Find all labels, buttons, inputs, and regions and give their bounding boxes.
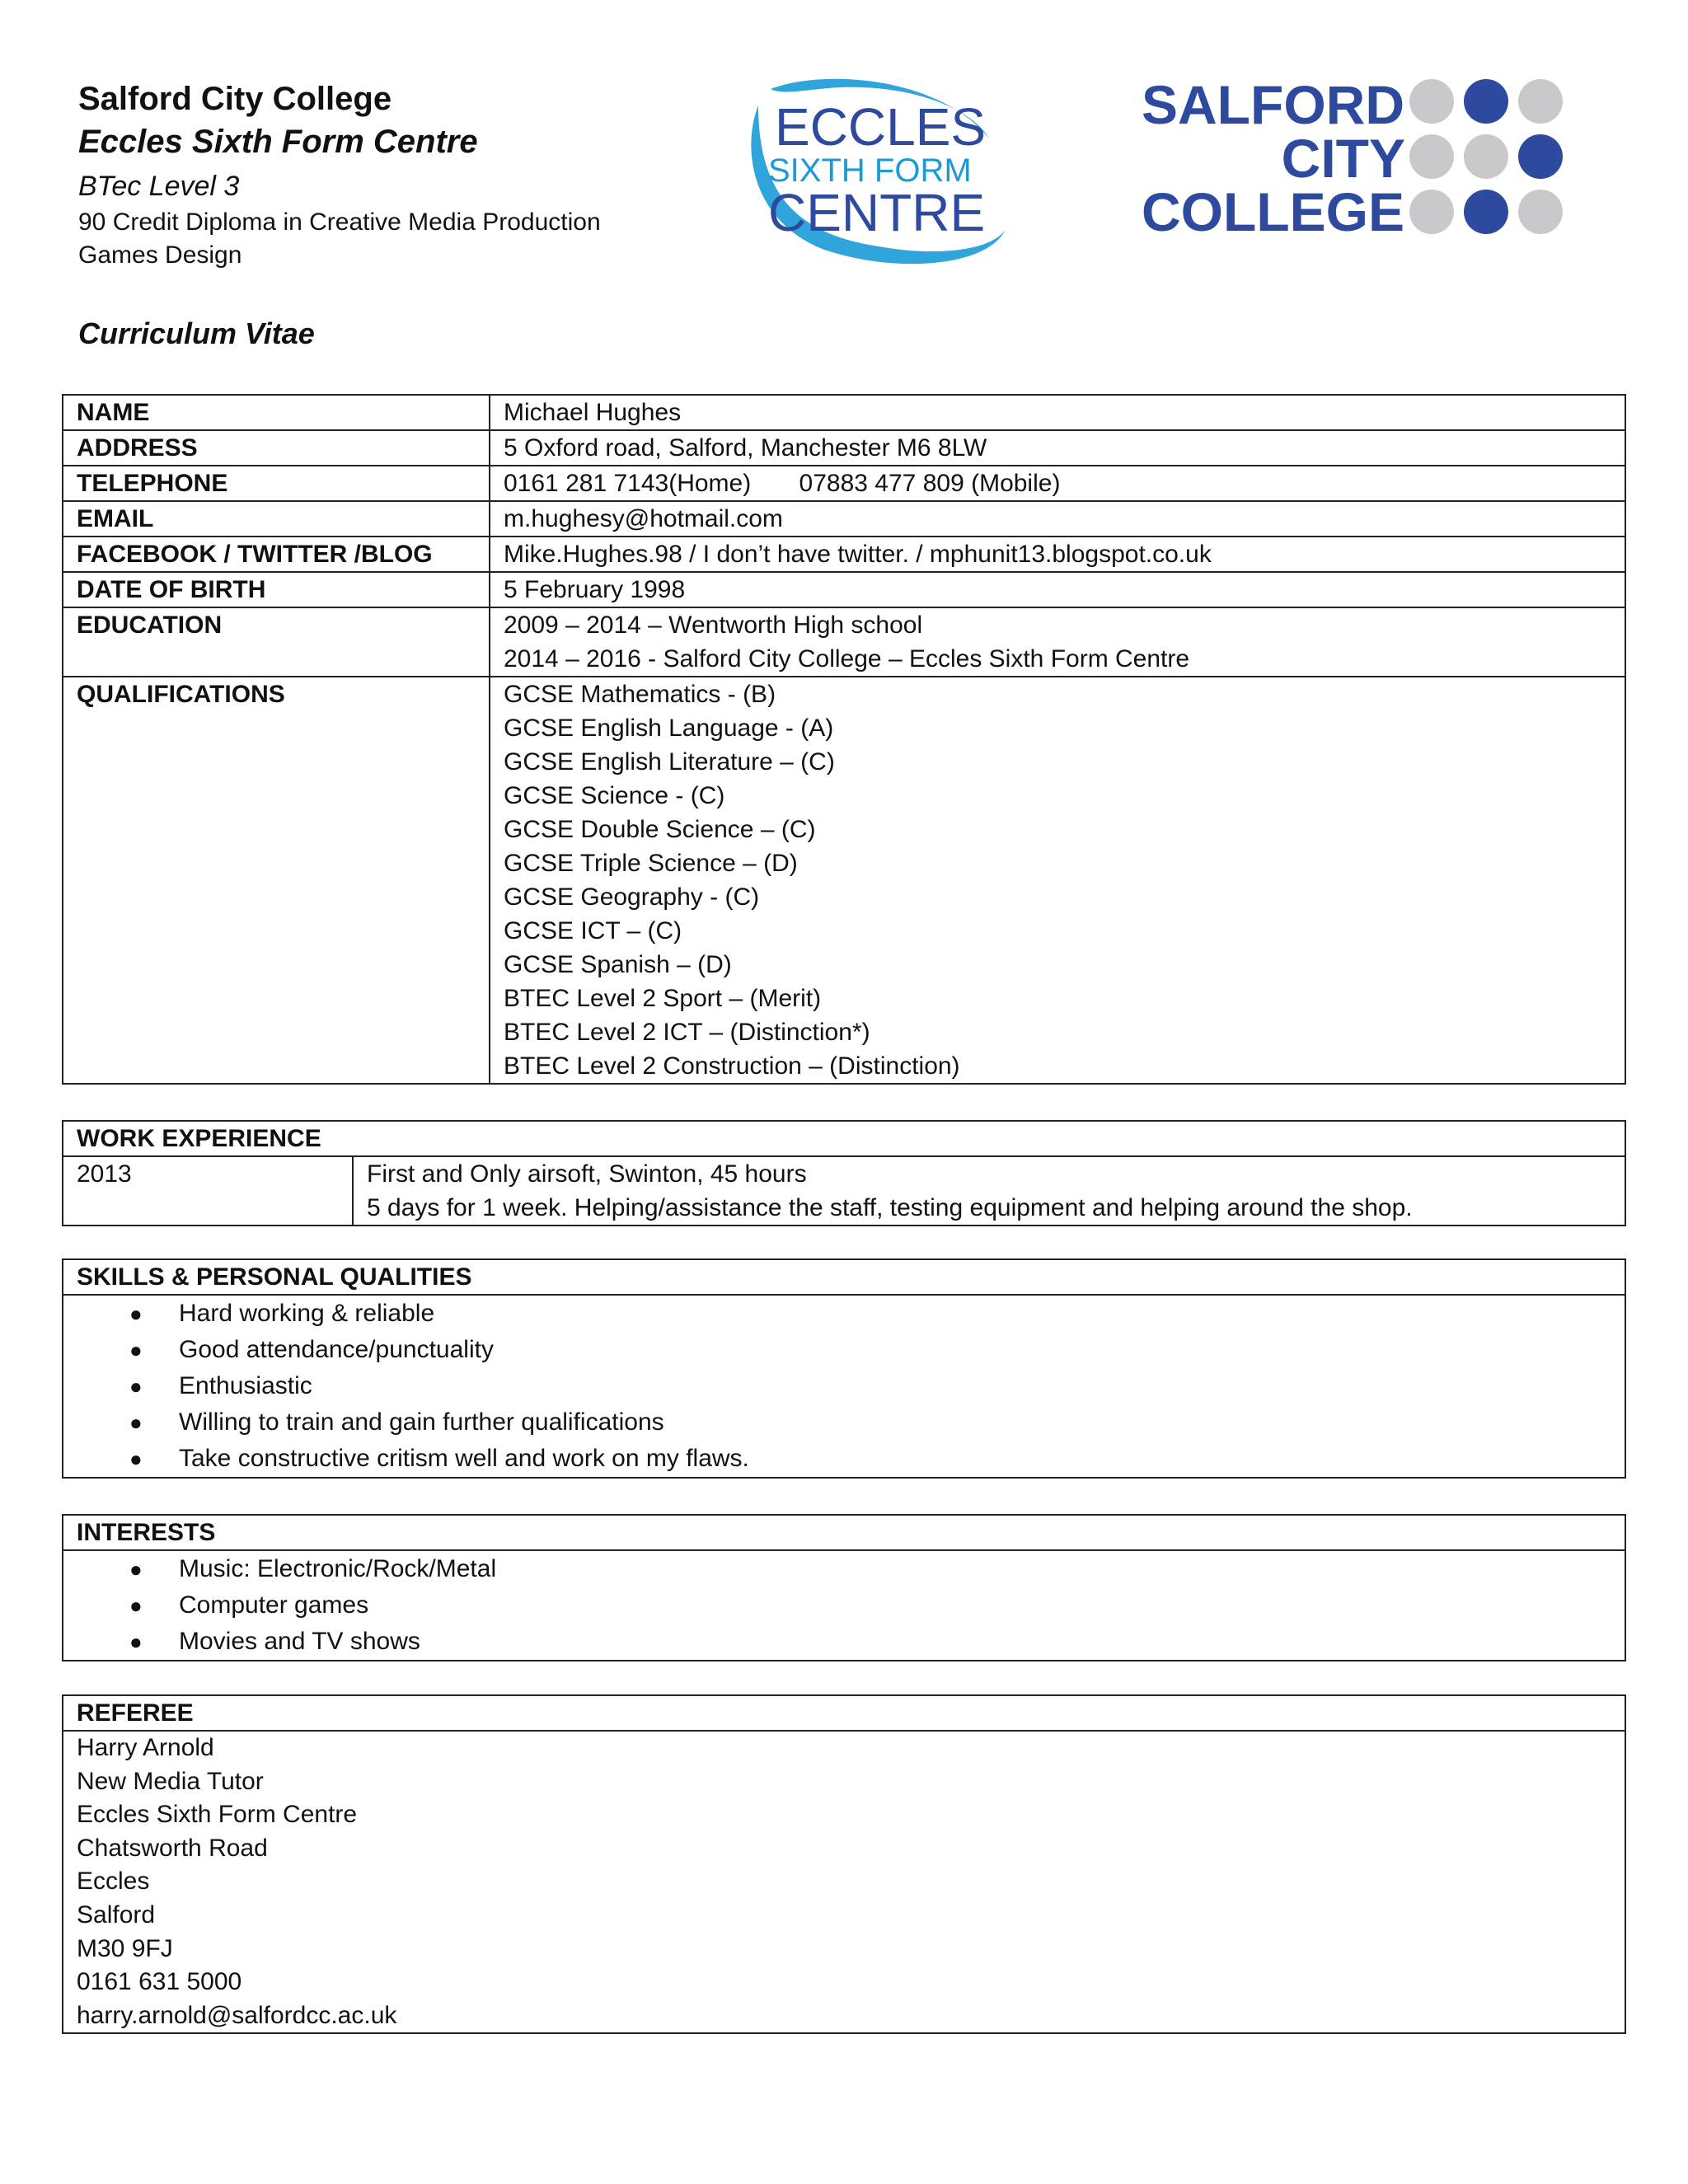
referee-phone: 0161 631 5000 xyxy=(77,1968,242,1996)
bullet-icon: ● xyxy=(129,1446,143,1471)
skill-text: Hard working & reliable xyxy=(179,1300,435,1327)
skills-list xyxy=(63,1296,1625,1477)
referee-details xyxy=(63,1732,1625,2032)
telephone-value: 0161 281 7143(Home) 07883 477 809 (Mobile) xyxy=(490,466,1625,501)
interest-text: Music: Electronic/Rock/Metal xyxy=(179,1555,497,1582)
table-row xyxy=(63,395,1625,430)
list-item xyxy=(129,1551,1625,1587)
eccles-logo-line-2: SIXTH FORM xyxy=(768,152,972,189)
referee-email: harry.arnold@salfordcc.ac.uk xyxy=(77,2001,397,2029)
education-label: EDUCATION xyxy=(63,607,490,677)
interest-text: Computer games xyxy=(179,1591,369,1619)
telephone-label: TELEPHONE xyxy=(63,466,490,501)
document-title: Curriculum Vitae xyxy=(78,316,315,350)
list-item xyxy=(129,1587,1625,1624)
referee-section xyxy=(62,1694,1626,2034)
table-row xyxy=(63,607,1625,677)
list-item xyxy=(129,1332,1625,1368)
bullet-icon: ● xyxy=(129,1593,143,1618)
list-item xyxy=(129,1441,1625,1477)
referee-city: Salford xyxy=(77,1900,156,1929)
email-value: m.hughesy@hotmail.com xyxy=(490,501,1625,537)
referee-name: Harry Arnold xyxy=(77,1734,214,1761)
interests-list xyxy=(63,1551,1625,1660)
bullet-icon: ● xyxy=(129,1374,143,1399)
centre-name: Eccles Sixth Form Centre xyxy=(78,124,478,160)
bullet-icon: ● xyxy=(129,1301,143,1326)
email-label: EMAIL xyxy=(63,501,490,537)
table-row xyxy=(63,1121,1625,1156)
work-experience-heading: WORK EXPERIENCE xyxy=(63,1121,1625,1156)
work-experience-table xyxy=(62,1120,1626,1226)
list-item: First and Only airsoft, Swinton, 45 hours xyxy=(367,1160,807,1188)
list-item: GCSE ICT – (C) xyxy=(504,917,682,944)
list-item: BTEC Level 2 Sport – (Merit) xyxy=(504,985,822,1012)
skills-heading: SKILLS & PERSONAL QUALITIES xyxy=(63,1260,1625,1296)
referee-role: New Media Tutor xyxy=(77,1767,264,1795)
list-item xyxy=(129,1404,1625,1441)
list-item: GCSE Spanish – (D) xyxy=(504,951,732,978)
salford-logo-line-3: COLLEGE xyxy=(1142,181,1405,239)
list-item: GCSE Triple Science – (D) xyxy=(504,850,798,877)
table-row xyxy=(63,1156,1625,1226)
list-item xyxy=(129,1296,1625,1332)
interests-section xyxy=(62,1514,1626,1661)
table-row xyxy=(63,572,1625,607)
list-item xyxy=(129,1368,1625,1404)
bullet-icon: ● xyxy=(129,1410,143,1435)
name-value: Michael Hughes xyxy=(490,395,1625,430)
skills-section xyxy=(62,1258,1626,1479)
address-value: 5 Oxford road, Salford, Manchester M6 8LW xyxy=(490,430,1625,466)
list-item: BTEC Level 2 Construction – (Distinction) xyxy=(504,1052,960,1080)
interests-heading: INTERESTS xyxy=(63,1516,1625,1551)
list-item: GCSE Science - (C) xyxy=(504,782,725,809)
college-name: Salford City College xyxy=(78,81,392,117)
course-pathway: Games Design xyxy=(78,241,242,269)
bullet-icon: ● xyxy=(129,1629,143,1654)
list-item: 2014 – 2016 - Salford City College – Eccles Sixth Form Centre xyxy=(504,645,1190,673)
referee-town: Eccles xyxy=(77,1868,150,1896)
education-value xyxy=(490,607,1625,677)
skill-text: Good attendance/punctuality xyxy=(179,1336,494,1363)
list-item: BTEC Level 2 ICT – (Distinction*) xyxy=(504,1019,870,1046)
list-item: GCSE English Literature – (C) xyxy=(504,748,835,776)
dot-grid-icon xyxy=(1409,79,1563,234)
eccles-logo-line-3: CENTRE xyxy=(768,183,986,242)
dob-label: DATE OF BIRTH xyxy=(63,572,490,607)
course-level: BTec Level 3 xyxy=(78,171,240,202)
salford-logo-line-2: CITY xyxy=(1281,128,1405,189)
skill-text: Enthusiastic xyxy=(179,1372,312,1399)
course-title: 90 Credit Diploma in Creative Media Production xyxy=(78,209,601,236)
document-header xyxy=(78,79,601,274)
referee-organisation: Eccles Sixth Form Centre xyxy=(77,1801,358,1829)
work-experience-year: 2013 xyxy=(63,1156,353,1226)
qualifications-value xyxy=(490,677,1625,1084)
table-row xyxy=(63,466,1625,501)
interest-text: Movies and TV shows xyxy=(179,1628,420,1655)
referee-street: Chatsworth Road xyxy=(77,1834,268,1862)
name-label: NAME xyxy=(63,395,490,430)
list-item: GCSE Double Science – (C) xyxy=(504,816,816,843)
work-experience-details xyxy=(353,1156,1625,1226)
referee-postcode: M30 9FJ xyxy=(77,1934,173,1962)
table-row xyxy=(63,677,1625,1084)
social-value: Mike.Hughes.98 / I don’t have twitter. / mphunit13.blogspot.co.uk xyxy=(490,537,1625,572)
address-label: ADDRESS xyxy=(63,430,490,466)
personal-details-table xyxy=(62,394,1626,1085)
referee-heading: REFEREE xyxy=(63,1696,1625,1732)
list-item: 2009 – 2014 – Wentworth High school xyxy=(504,612,923,639)
list-item: GCSE Geography - (C) xyxy=(504,883,760,911)
eccles-sixth-form-logo xyxy=(725,73,1014,277)
list-item: GCSE Mathematics - (B) xyxy=(504,681,776,708)
bullet-icon: ● xyxy=(129,1557,143,1582)
list-item: 5 days for 1 week. Helping/assistance the staff, testing equipment and helping around the shop. xyxy=(367,1194,1413,1221)
list-item: GCSE English Language - (A) xyxy=(504,715,834,742)
qualifications-label: QUALIFICATIONS xyxy=(63,677,490,1084)
skill-text: Willing to train and gain further qualifications xyxy=(179,1408,664,1436)
list-item xyxy=(129,1624,1625,1660)
bullet-icon: ● xyxy=(129,1338,143,1362)
table-row xyxy=(63,501,1625,537)
table-row xyxy=(63,537,1625,572)
social-label: FACEBOOK / TWITTER /BLOG xyxy=(63,537,490,572)
salford-city-college-logo xyxy=(1142,74,1570,239)
eccles-logo-line-1: ECCLES xyxy=(775,97,987,157)
salford-logo-line-1: SALFORD xyxy=(1142,74,1404,135)
table-row xyxy=(63,430,1625,466)
skill-text: Take constructive critism well and work on my flaws. xyxy=(179,1445,749,1472)
dob-value: 5 February 1998 xyxy=(490,572,1625,607)
